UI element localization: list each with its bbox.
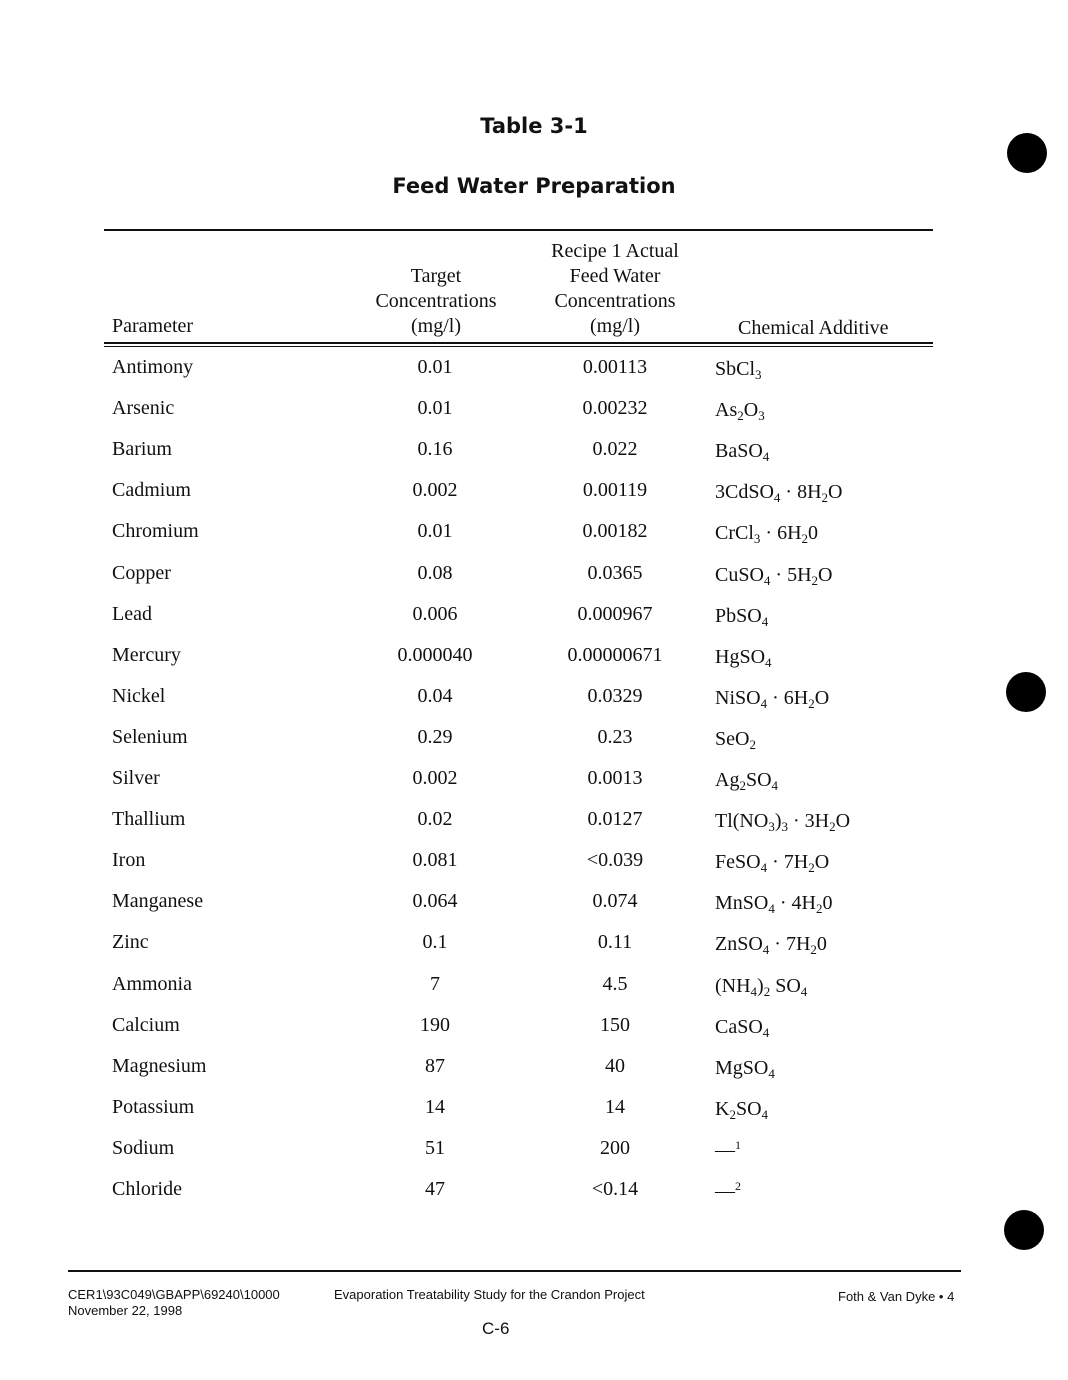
actual-cell: 0.00182 (582, 520, 648, 543)
header-target-line: (mg/l) (411, 315, 461, 337)
table-label: Table 3-1 (480, 114, 588, 138)
parameter-cell: Silver (112, 767, 160, 789)
additive-cell: $K_2SO_4$ (715, 1097, 769, 1122)
parameter-cell: Nickel (112, 684, 166, 707)
additive-cell: SbCl$_3$ (715, 358, 762, 382)
table-row (0, 397, 1068, 427)
additive-cell: NiSO$_4$ · $6H_2O$ (715, 686, 830, 711)
parameter-cell: Copper (112, 561, 171, 584)
target-cell: 0.29 (417, 725, 453, 748)
table-row (0, 603, 1068, 633)
additive-cell: —$^1$ (715, 1137, 741, 1161)
target-cell: 0.04 (417, 684, 453, 707)
header-parameter-label: Parameter (112, 315, 194, 337)
table-row (0, 479, 1068, 509)
binder-hole (1007, 133, 1047, 173)
actual-cell: 4.5 (602, 972, 628, 995)
footer-date: November 22, 1998 (68, 1303, 183, 1318)
footer-path: CER1\93C049\GBAPP\69240\10000 (68, 1287, 280, 1302)
footer-rule (68, 1270, 961, 1272)
parameter-cell: Ammonia (112, 972, 192, 995)
target-cell: 0.081 (412, 849, 458, 872)
actual-cell: 0.0365 (587, 561, 643, 584)
target-cell: 14 (425, 1095, 445, 1118)
additive-cell: $(NH_4)_2$ $SO_4$ (715, 974, 808, 999)
table-row (0, 520, 1068, 550)
footer-firm: Foth & Van Dyke • 4 (838, 1289, 955, 1304)
additive-cell: BaSO$_4$ (715, 440, 770, 465)
header-target-line: Concentrations (375, 290, 497, 312)
table-row (0, 1137, 1068, 1167)
additive-cell: —$^2$ (715, 1179, 741, 1202)
parameter-cell: Selenium (112, 725, 188, 748)
additive-cell: PbSO$_4$ (715, 604, 769, 629)
additive-cell: $As_2O_3$ (715, 399, 765, 424)
parameter-cell: Iron (112, 849, 146, 872)
binder-hole (1004, 1210, 1044, 1250)
table-row (0, 767, 1068, 797)
target-cell: 87 (425, 1054, 445, 1077)
actual-cell: 0.00000671 (567, 643, 663, 666)
target-cell: 0.064 (412, 890, 458, 913)
additive-cell: MnSO$_4$ · $4H_20$ (715, 892, 833, 917)
actual-cell: 0.0329 (587, 684, 643, 707)
target-cell: 0.002 (412, 767, 458, 789)
table-row (0, 890, 1068, 920)
parameter-cell: Chromium (112, 520, 199, 543)
table-row (0, 849, 1068, 879)
parameter-cell: Antimony (112, 356, 194, 378)
target-cell: 0.000040 (397, 643, 473, 666)
table-row (0, 808, 1068, 838)
table-row (0, 1096, 1068, 1126)
table-title: Feed Water Preparation (392, 174, 676, 198)
target-cell: 0.02 (417, 808, 453, 831)
actual-cell: 0.074 (592, 890, 638, 913)
footer-page: C-6 (482, 1319, 510, 1338)
additive-cell: FeSO$_4$ · $7H_2O$ (715, 851, 830, 876)
actual-cell: 40 (605, 1054, 625, 1077)
top-rule (104, 229, 933, 231)
target-cell: 0.006 (412, 602, 458, 625)
additive-cell: $Ag_2SO_4$ (715, 769, 779, 793)
table-row (0, 1055, 1068, 1085)
target-cell: 0.1 (422, 931, 448, 954)
actual-cell: 150 (600, 1013, 630, 1036)
table-row (0, 562, 1068, 592)
actual-cell: 0.022 (592, 438, 638, 461)
actual-cell: 0.0013 (587, 767, 643, 789)
actual-cell: <0.14 (591, 1178, 639, 1200)
table-row (0, 1178, 1068, 1208)
table-row (0, 356, 1068, 386)
table-row (0, 973, 1068, 1003)
parameter-cell: Mercury (112, 643, 181, 666)
parameter-cell: Cadmium (112, 479, 191, 502)
actual-cell: 0.000967 (577, 602, 653, 625)
actual-cell: 14 (605, 1095, 625, 1118)
table-row (0, 1014, 1068, 1044)
actual-cell: 0.00113 (582, 356, 648, 378)
table-row (0, 685, 1068, 715)
additive-cell: CrCl$_3$ · $6H_20$ (715, 522, 819, 547)
target-cell: 0.01 (417, 356, 453, 378)
header-actual-line: Recipe 1 Actual (551, 240, 679, 262)
parameter-cell: Thallium (112, 808, 186, 831)
table-row (0, 438, 1068, 468)
target-cell: 0.002 (412, 479, 458, 502)
actual-cell: 200 (600, 1136, 630, 1159)
additive-cell: ZnSO$_4$ · $7H_20$ (715, 933, 827, 958)
target-cell: 0.16 (417, 438, 453, 461)
header-actual-line: Feed Water (569, 265, 661, 287)
target-cell: 51 (425, 1136, 445, 1159)
target-cell: 0.08 (417, 561, 453, 584)
parameter-cell: Magnesium (112, 1054, 207, 1077)
actual-cell: <0.039 (586, 849, 644, 872)
footer-study: Evaporation Treatability Study for the Crandon Project (334, 1287, 645, 1302)
additive-cell: 3CdSO$_4$ · $8H_2O$ (715, 481, 843, 506)
parameter-cell: Chloride (112, 1178, 182, 1200)
header-additive (738, 316, 889, 341)
parameter-cell: Barium (112, 438, 172, 461)
binder-hole (1006, 672, 1046, 712)
header-rule-bottom (104, 346, 933, 347)
target-cell: 47 (425, 1178, 445, 1200)
target-cell: 190 (420, 1013, 450, 1036)
table-row (0, 644, 1068, 674)
target-cell: 0.01 (417, 397, 453, 420)
parameter-cell: Sodium (112, 1136, 175, 1159)
header-actual (530, 239, 700, 339)
table-row (0, 726, 1068, 756)
additive-cell: CaSO$_4$ (715, 1015, 770, 1040)
target-cell: 0.01 (417, 520, 453, 543)
header-actual-line: Concentrations (554, 290, 676, 312)
additive-cell: SeO$_2$ (715, 727, 756, 752)
parameter-cell: Arsenic (112, 397, 175, 420)
actual-cell: 0.0127 (587, 808, 643, 831)
actual-cell: 0.23 (597, 725, 633, 748)
footer-left (68, 1287, 280, 1319)
header-actual-line: (mg/l) (590, 315, 640, 337)
additive-cell: $Tl(NO_3)_3 \cdot 3H_2O$ (715, 810, 851, 835)
actual-cell: 0.00232 (582, 397, 648, 420)
header-additive-label: Chemical Additive (738, 317, 889, 339)
actual-cell: 0.00119 (582, 479, 648, 502)
actual-cell: 0.11 (597, 931, 633, 954)
header-rule-top (104, 342, 933, 344)
target-cell: 7 (430, 972, 440, 995)
parameter-cell: Manganese (112, 890, 204, 913)
header-target-line: Target (410, 265, 462, 287)
additive-cell: CuSO$_4$ · $5H_2O$ (715, 563, 833, 588)
header-parameter (112, 314, 193, 339)
additive-cell: MgSO$_4$ (715, 1056, 775, 1081)
additive-cell: HgSO$_4$ (715, 645, 772, 670)
table-row (0, 931, 1068, 961)
parameter-cell: Potassium (112, 1095, 195, 1118)
header-target (356, 264, 516, 339)
parameter-cell: Calcium (112, 1013, 180, 1036)
parameter-cell: Zinc (112, 931, 149, 954)
parameter-cell: Lead (112, 602, 152, 625)
